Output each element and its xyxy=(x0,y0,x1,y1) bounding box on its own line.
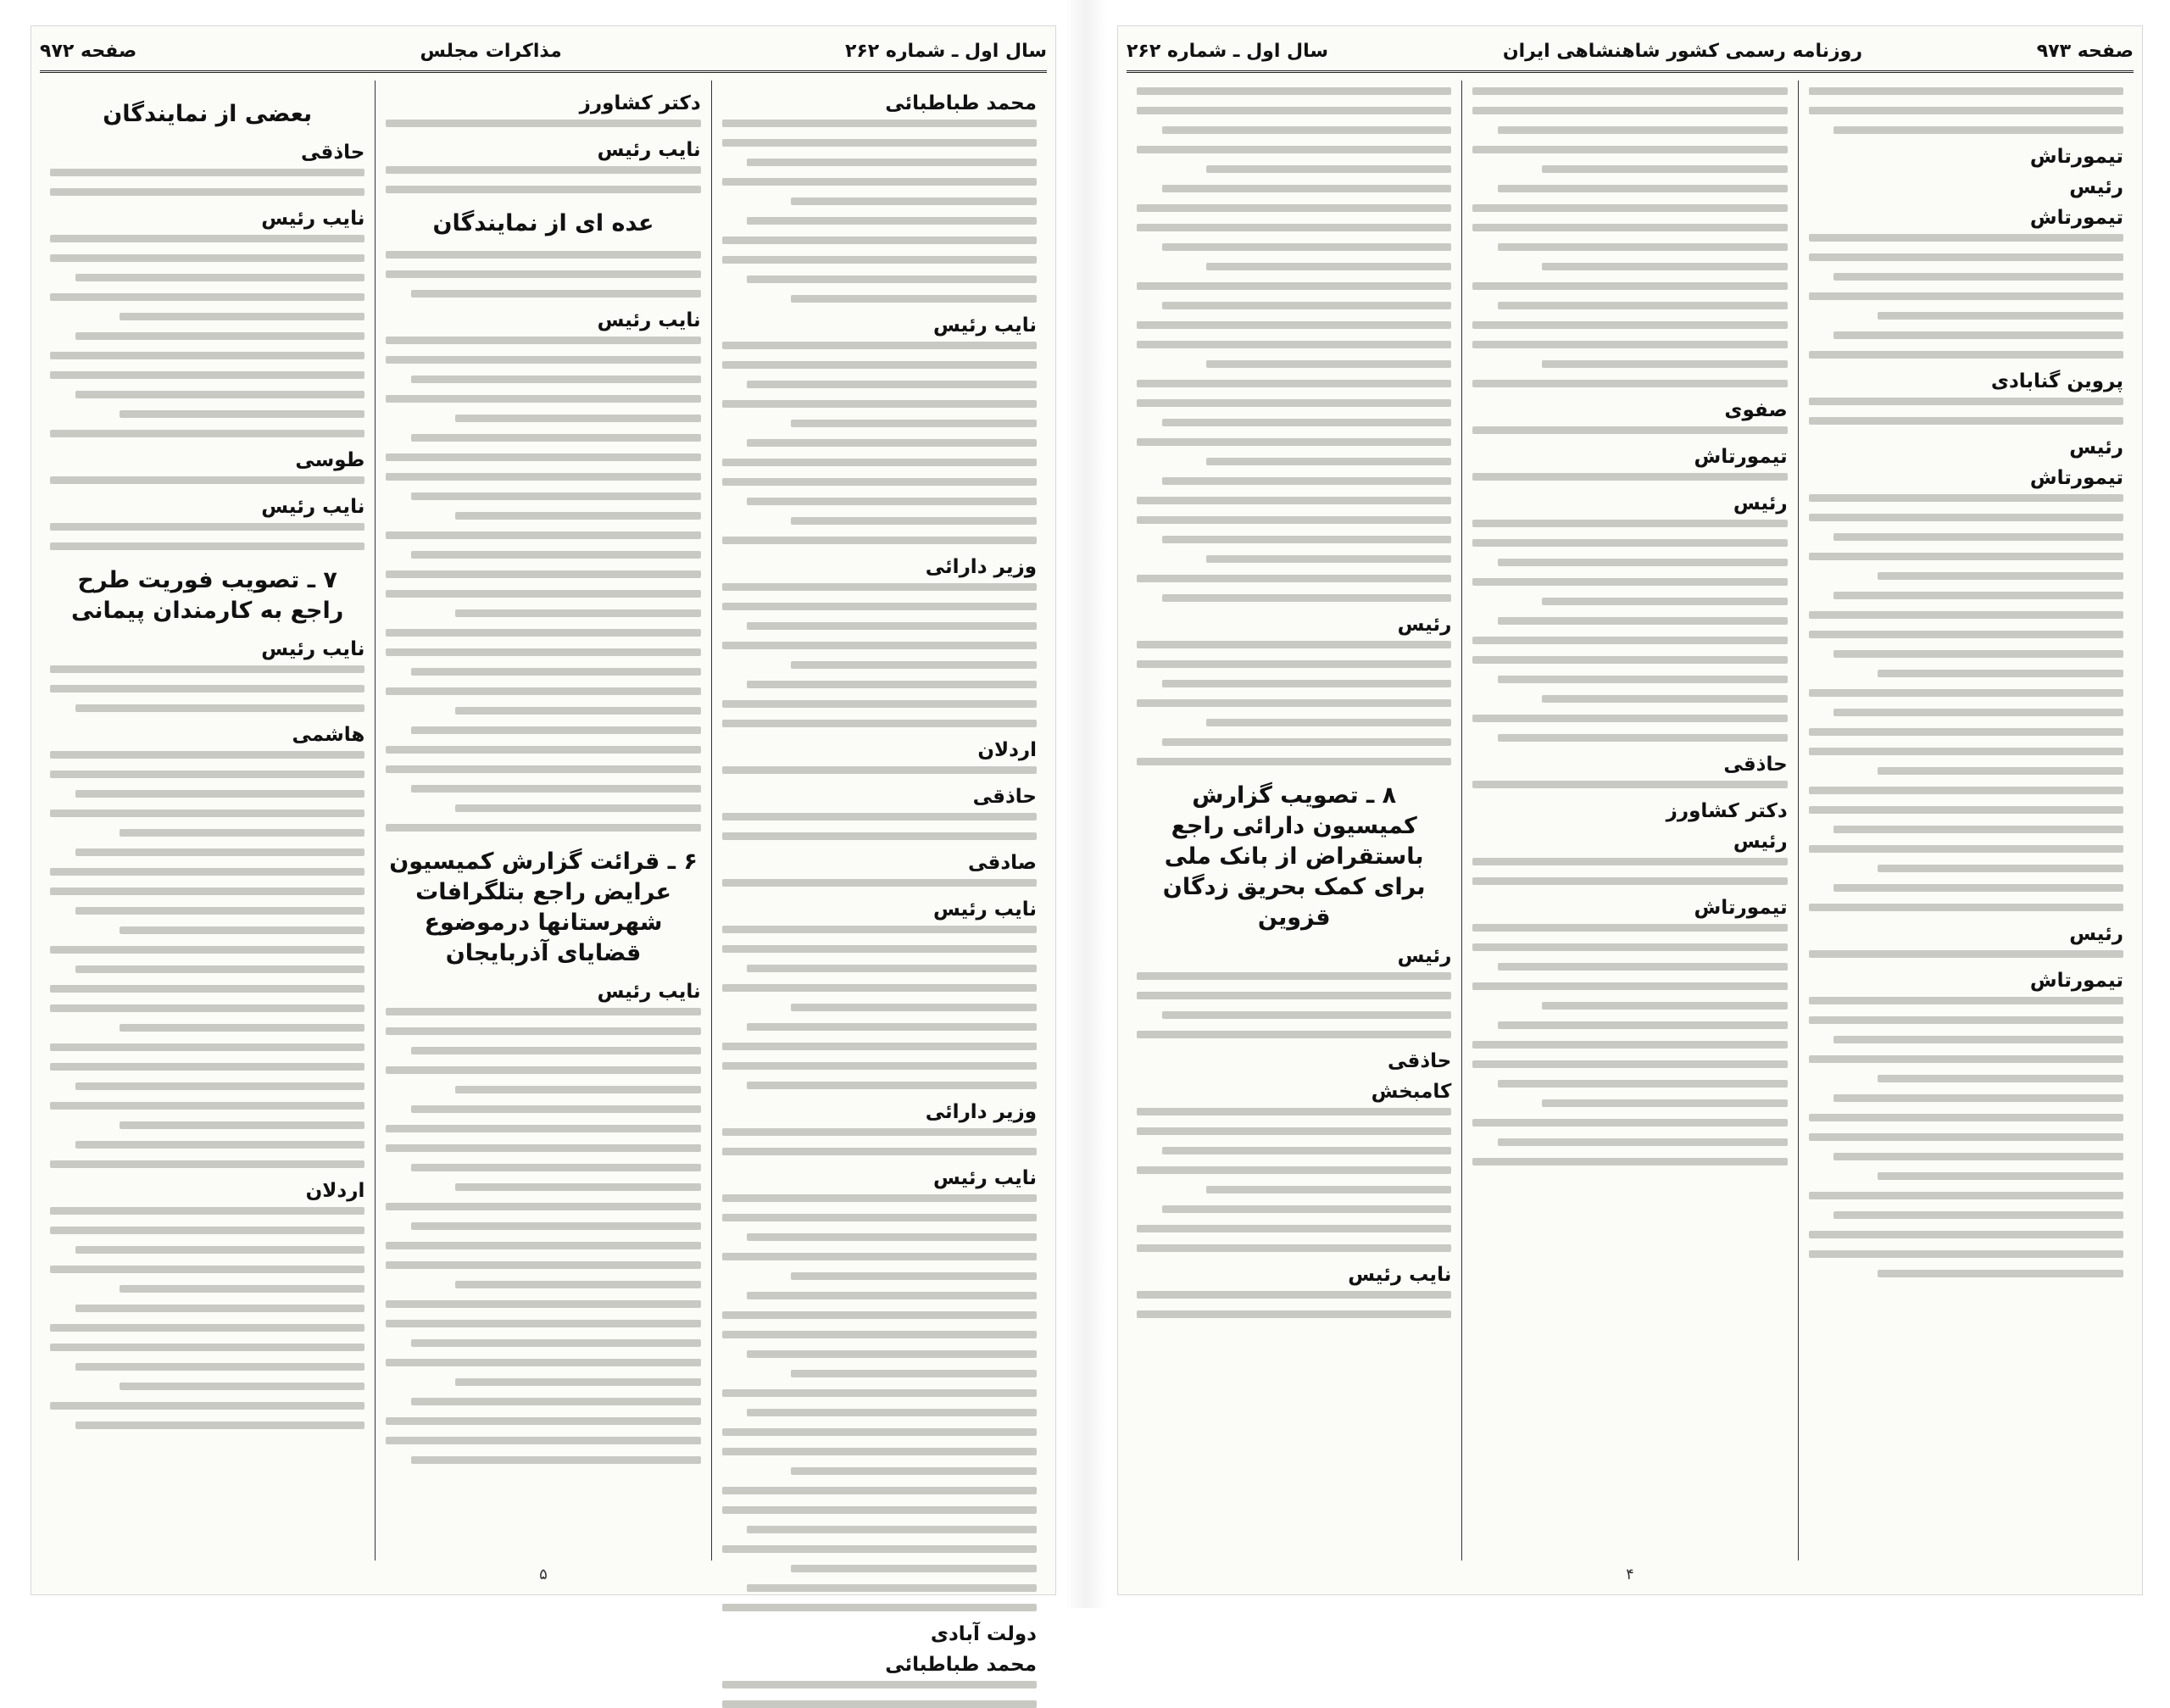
speaker-label: پروین گنابادی xyxy=(1990,370,2123,392)
text-block xyxy=(722,120,1037,303)
speaker-label: تیمورتاش xyxy=(1694,446,1788,468)
left-page xyxy=(31,25,1056,1676)
text-block xyxy=(1809,494,2123,911)
text-block xyxy=(1137,641,1451,765)
text-block xyxy=(386,120,700,127)
left-column-1 xyxy=(40,81,375,1561)
left-issue-number: سال اول ـ شماره ۲۶۲ xyxy=(844,40,1047,62)
speaker-label: نایب رئیس xyxy=(932,899,1037,921)
right-column-2 xyxy=(1461,81,1797,1561)
text-block xyxy=(1809,398,2123,425)
speaker-label: نایب رئیس xyxy=(261,208,365,230)
speaker-label: اردلان xyxy=(977,739,1037,761)
text-block xyxy=(50,751,364,1168)
page-gutter xyxy=(1065,0,1107,1608)
section-heading: ۶ ـ قرائت گزارش کمیسیون عرایض راجع بتلگرافات شهرستانها درموضوع قضایای آذربایجان xyxy=(389,848,698,966)
left-footer-number: ۵ xyxy=(539,1566,548,1583)
speaker-label: نایب رئیس xyxy=(597,309,701,331)
left-page-footer xyxy=(31,1566,1055,1588)
speaker-label: حاذقی xyxy=(1387,1050,1452,1072)
text-block xyxy=(1472,426,1787,434)
text-block xyxy=(722,342,1037,544)
speaker-label: نایب رئیس xyxy=(1348,1264,1452,1286)
section-heading: ۸ ـ تصویب گزارش کمیسیون دارائی راجع باستقراض از بانک ملی برای کمک بحریق زدگان قزوین xyxy=(1162,782,1426,931)
text-block xyxy=(722,1681,1037,1708)
right-page-number: صفحه ۹۷۳ xyxy=(2036,40,2134,62)
text-block xyxy=(1137,972,1451,1038)
text-block xyxy=(1809,234,2123,359)
text-block xyxy=(50,523,364,550)
left-page-header xyxy=(40,31,1047,73)
right-footer-number: ۴ xyxy=(1626,1566,1634,1583)
speaker-label: تیمورتاش xyxy=(2029,207,2123,229)
text-block xyxy=(1137,1291,1451,1318)
text-block xyxy=(386,166,700,193)
text-block xyxy=(1472,87,1787,387)
speaker-label: صادقی xyxy=(968,852,1037,874)
speaker-label: طوسی xyxy=(295,449,365,471)
right-page-header xyxy=(1127,31,2134,73)
speaker-label: رئیس xyxy=(1397,945,1452,967)
text-block xyxy=(386,1008,700,1464)
text-block xyxy=(722,1128,1037,1155)
speaker-label: نایب رئیس xyxy=(932,1167,1037,1189)
speaker-label: رئیس xyxy=(2069,437,2123,459)
section-heading: بعضی از نمایندگان xyxy=(103,101,313,127)
text-block xyxy=(1472,858,1787,885)
left-page-number: صفحه ۹۷۲ xyxy=(40,40,137,62)
right-page xyxy=(1117,25,2143,1595)
speaker-label: محمد طباطبائی xyxy=(885,1654,1037,1676)
text-block xyxy=(386,337,700,832)
speaker-label: کامبخش xyxy=(1371,1081,1452,1103)
speaker-label: رئیس xyxy=(2069,176,2123,198)
text-block xyxy=(1137,87,1451,602)
left-columns xyxy=(40,81,1047,1676)
left-column-2 xyxy=(375,81,710,1561)
text-block xyxy=(722,879,1037,887)
text-block xyxy=(1809,87,2123,134)
speaker-label: صفوی xyxy=(1724,399,1788,421)
speaker-label: رئیس xyxy=(1733,492,1788,515)
right-column-1 xyxy=(1798,81,2134,1561)
text-block xyxy=(1472,473,1787,481)
speaker-label: نایب رئیس xyxy=(261,496,365,518)
speaker-label: رئیس xyxy=(2069,923,2123,945)
speaker-label: رئیس xyxy=(1397,614,1452,636)
speaker-label: وزیر دارائی xyxy=(925,556,1037,578)
right-column-3 xyxy=(1127,81,1461,1561)
text-block xyxy=(1472,924,1787,1166)
text-block xyxy=(50,1207,364,1429)
text-block xyxy=(722,813,1037,840)
speaker-label: تیمورتاش xyxy=(2029,467,2123,489)
left-section-name: مذاکرات مجلس xyxy=(420,40,562,62)
text-block xyxy=(386,251,700,298)
left-column-3 xyxy=(711,81,1047,1676)
speaker-label: حاذقی xyxy=(1723,754,1788,776)
right-page-footer xyxy=(1118,1566,2142,1588)
text-block xyxy=(722,1194,1037,1611)
section-heading: ۷ ـ تصویب فوریت طرح راجع به کارمندان پیمانی xyxy=(71,567,344,624)
speaker-label: دکتر کشاورز xyxy=(1666,800,1788,822)
right-paper-name: روزنامه رسمی کشور شاهنشاهی ایران xyxy=(1502,40,1862,62)
speaker-label: تیمورتاش xyxy=(1694,897,1788,919)
speaker-label: نایب رئیس xyxy=(597,981,701,1003)
text-block xyxy=(50,665,364,712)
speaker-label: حاذقی xyxy=(300,142,365,164)
speaker-label: وزیر دارائی xyxy=(925,1101,1037,1123)
text-block xyxy=(50,235,364,437)
speaker-label: نایب رئیس xyxy=(261,638,365,660)
speaker-label: اردلان xyxy=(305,1180,365,1202)
text-block xyxy=(722,926,1037,1089)
speaker-label: تیمورتاش xyxy=(2029,970,2123,992)
speaker-label: دولت آبادی xyxy=(930,1623,1037,1645)
text-block xyxy=(1472,520,1787,742)
right-columns xyxy=(1127,81,2134,1561)
text-block xyxy=(1809,950,2123,958)
text-block xyxy=(722,766,1037,774)
speaker-label: نایب رئیس xyxy=(597,139,701,161)
text-block xyxy=(50,169,364,196)
text-block xyxy=(1809,997,2123,1277)
speaker-label: محمد طباطبائی xyxy=(885,92,1037,114)
text-block xyxy=(50,476,364,484)
speaker-label: تیمورتاش xyxy=(2029,146,2123,168)
section-heading: عده ای از نمایندگان xyxy=(432,210,654,236)
speaker-label: دکتر کشاورز xyxy=(579,92,701,114)
text-block xyxy=(722,583,1037,727)
speaker-label: نایب رئیس xyxy=(932,314,1037,337)
right-issue-number: سال اول ـ شماره ۲۶۲ xyxy=(1127,40,1329,62)
speaker-label: حاذقی xyxy=(972,786,1037,808)
text-block xyxy=(1472,781,1787,788)
text-block xyxy=(1137,1108,1451,1252)
speaker-label: هاشمی xyxy=(292,724,365,746)
speaker-label: رئیس xyxy=(1733,831,1788,853)
